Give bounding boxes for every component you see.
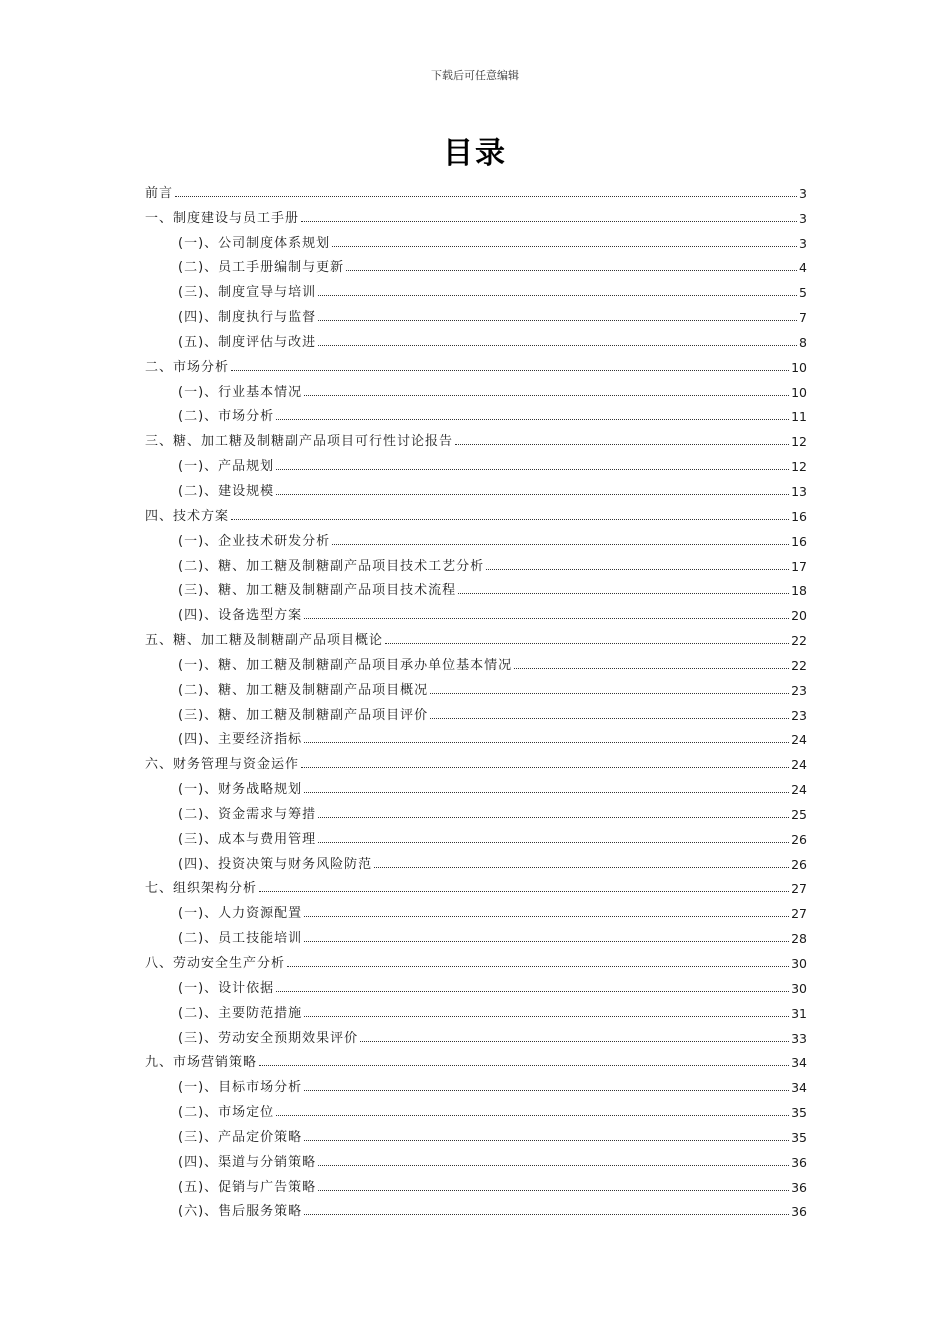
toc-page-number: 10 bbox=[791, 359, 807, 375]
toc-entry-label: (三)、糖、加工糖及制糖副产品项目评价 bbox=[178, 707, 429, 723]
toc-entry-label: (三)、产品定价策略 bbox=[178, 1129, 303, 1145]
toc-dot-leader bbox=[304, 1214, 789, 1215]
toc-subentry[interactable] bbox=[145, 797, 807, 822]
toc-page-number: 36 bbox=[791, 1204, 807, 1220]
toc-subentry[interactable] bbox=[145, 251, 807, 276]
toc-page-number: 33 bbox=[791, 1030, 807, 1046]
header-note: 下载后可任意编辑 bbox=[431, 69, 519, 82]
toc-dot-leader bbox=[276, 469, 789, 470]
toc-entry-label: 一、制度建设与员工手册 bbox=[145, 210, 300, 226]
toc-entry-label: (二)、糖、加工糖及制糖副产品项目概况 bbox=[178, 682, 429, 698]
toc-page-number: 24 bbox=[791, 782, 807, 798]
toc-subentry[interactable] bbox=[145, 574, 807, 599]
toc-entry-label: (四)、主要经济指标 bbox=[178, 732, 303, 748]
toc-entry-label: (四)、投资决策与财务风险防范 bbox=[178, 856, 373, 872]
toc-entry-label: 三、糖、加工糖及制糖副产品项目可行性讨论报告 bbox=[145, 434, 454, 450]
toc-page-number: 36 bbox=[791, 1179, 807, 1195]
toc-entry-label: (三)、成本与费用管理 bbox=[178, 831, 317, 847]
toc-entry-label: (二)、建设规模 bbox=[178, 483, 275, 499]
toc-subentry[interactable] bbox=[145, 275, 807, 300]
toc-dot-leader bbox=[231, 519, 789, 520]
toc-page-number: 27 bbox=[791, 881, 807, 897]
toc-entry[interactable] bbox=[145, 201, 807, 226]
toc-dot-leader bbox=[385, 643, 789, 644]
toc-entry-label: (三)、糖、加工糖及制糖副产品项目技术流程 bbox=[178, 583, 457, 599]
toc-entry-label: 前言 bbox=[145, 185, 174, 201]
toc-subentry[interactable] bbox=[145, 822, 807, 847]
toc-subentry[interactable] bbox=[145, 1120, 807, 1145]
toc-page-number: 3 bbox=[799, 185, 807, 201]
toc-dot-leader bbox=[318, 1165, 789, 1166]
toc-dot-leader bbox=[304, 742, 789, 743]
toc-page-number: 12 bbox=[791, 434, 807, 450]
toc-entry[interactable] bbox=[145, 747, 807, 772]
toc-page-number: 4 bbox=[799, 260, 807, 276]
toc-entry-label: (一)、企业技术研发分析 bbox=[178, 533, 331, 549]
toc-entry[interactable] bbox=[145, 176, 807, 201]
toc-subentry[interactable] bbox=[145, 896, 807, 921]
toc-subentry[interactable] bbox=[145, 698, 807, 723]
toc-entry-label: (三)、劳动安全预期效果评价 bbox=[178, 1030, 359, 1046]
toc-dot-leader bbox=[360, 1041, 789, 1042]
toc-entry-label: 九、市场营销策略 bbox=[145, 1055, 258, 1071]
toc-dot-leader bbox=[486, 569, 789, 570]
toc-subentry[interactable] bbox=[145, 971, 807, 996]
toc-subentry[interactable] bbox=[145, 524, 807, 549]
toc-entry[interactable] bbox=[145, 872, 807, 897]
toc-page-number: 26 bbox=[791, 831, 807, 847]
toc-dot-leader bbox=[259, 891, 789, 892]
toc-dot-leader bbox=[304, 1090, 789, 1091]
toc-dot-leader bbox=[318, 817, 789, 818]
toc-subentry[interactable] bbox=[145, 400, 807, 425]
toc-entry-label: (二)、员工技能培训 bbox=[178, 931, 303, 947]
toc-page-number: 25 bbox=[791, 806, 807, 822]
toc-dot-leader bbox=[346, 270, 797, 271]
toc-dot-leader bbox=[304, 618, 789, 619]
toc-dot-leader bbox=[304, 1140, 789, 1141]
toc-page-number: 26 bbox=[791, 856, 807, 872]
toc-dot-leader bbox=[458, 593, 789, 594]
toc-page-number: 5 bbox=[799, 285, 807, 301]
toc-entry-label: (五)、促销与广告策略 bbox=[178, 1179, 317, 1195]
toc-entry-label: 四、技术方案 bbox=[145, 508, 230, 524]
toc-page-number: 17 bbox=[791, 558, 807, 574]
toc-page-number: 35 bbox=[791, 1105, 807, 1121]
toc-dot-leader bbox=[287, 966, 789, 967]
toc-page-number: 36 bbox=[791, 1154, 807, 1170]
toc-subentry[interactable] bbox=[145, 1095, 807, 1120]
toc-subentry[interactable] bbox=[145, 549, 807, 574]
toc-page-number: 27 bbox=[791, 906, 807, 922]
toc-subentry[interactable] bbox=[145, 921, 807, 946]
toc-subentry[interactable] bbox=[145, 449, 807, 474]
toc-subentry[interactable] bbox=[145, 1145, 807, 1170]
toc-page-number: 3 bbox=[799, 210, 807, 226]
toc-subentry[interactable] bbox=[145, 772, 807, 797]
toc-entry-label: (一)、产品规划 bbox=[178, 459, 275, 475]
toc-page-number: 12 bbox=[791, 459, 807, 475]
toc-dot-leader bbox=[301, 221, 797, 222]
toc-subentry[interactable] bbox=[145, 325, 807, 350]
toc-subentry[interactable] bbox=[145, 673, 807, 698]
toc-entry-label: 五、糖、加工糖及制糖副产品项目概论 bbox=[145, 633, 384, 649]
toc-entry[interactable] bbox=[145, 623, 807, 648]
toc-dot-leader bbox=[276, 991, 789, 992]
toc-subentry[interactable] bbox=[145, 1070, 807, 1095]
toc-entry-label: (一)、目标市场分析 bbox=[178, 1080, 303, 1096]
toc-entry-label: (四)、制度执行与监督 bbox=[178, 310, 317, 326]
toc-page-number: 35 bbox=[791, 1129, 807, 1145]
toc-subentry[interactable] bbox=[145, 598, 807, 623]
toc-dot-leader bbox=[318, 345, 797, 346]
toc-entry-label: (二)、糖、加工糖及制糖副产品项目技术工艺分析 bbox=[178, 558, 485, 574]
toc-entry-label: (一)、糖、加工糖及制糖副产品项目承办单位基本情况 bbox=[178, 657, 513, 673]
toc-page-number: 18 bbox=[791, 583, 807, 599]
toc-dot-leader bbox=[276, 494, 789, 495]
toc-dot-leader bbox=[332, 544, 789, 545]
toc-page-number: 16 bbox=[791, 533, 807, 549]
toc-dot-leader bbox=[318, 1190, 789, 1191]
toc-dot-leader bbox=[259, 1065, 789, 1066]
toc-subentry[interactable] bbox=[145, 996, 807, 1021]
toc-entry-label: (二)、主要防范措施 bbox=[178, 1005, 303, 1021]
toc-entry[interactable] bbox=[145, 424, 807, 449]
toc-page-number: 34 bbox=[791, 1055, 807, 1071]
toc-page-number: 23 bbox=[791, 707, 807, 723]
toc-page-number: 16 bbox=[791, 508, 807, 524]
toc-dot-leader bbox=[304, 395, 789, 396]
toc-entry-label: 八、劳动安全生产分析 bbox=[145, 956, 286, 971]
toc-entry-label: (二)、市场定位 bbox=[178, 1105, 275, 1121]
toc-entry-label: (三)、制度宣导与培训 bbox=[178, 285, 317, 301]
toc-subentry[interactable] bbox=[145, 474, 807, 499]
toc-dot-leader bbox=[304, 792, 789, 793]
toc-page-number: 23 bbox=[791, 682, 807, 698]
toc-page-number: 24 bbox=[791, 757, 807, 773]
toc-page-number: 20 bbox=[791, 608, 807, 624]
toc-subentry[interactable] bbox=[145, 1195, 807, 1220]
toc-entry-label: 七、组织架构分析 bbox=[145, 881, 258, 897]
toc-entry-label: (一)、公司制度体系规划 bbox=[178, 235, 331, 251]
toc-dot-leader bbox=[301, 767, 789, 768]
toc-page-number: 31 bbox=[791, 1005, 807, 1021]
toc-entry-label: (一)、财务战略规划 bbox=[178, 782, 303, 798]
toc-page-number: 28 bbox=[791, 931, 807, 947]
toc-entry-label: 二、市场分析 bbox=[145, 359, 230, 375]
toc-dot-leader bbox=[430, 693, 789, 694]
toc-entry-label: (一)、行业基本情况 bbox=[178, 384, 303, 400]
toc-dot-leader bbox=[318, 295, 797, 296]
toc-entry[interactable] bbox=[145, 499, 807, 524]
toc-dot-leader bbox=[276, 1115, 789, 1116]
toc-entry-label: (二)、员工手册编制与更新 bbox=[178, 260, 345, 276]
toc-entry[interactable] bbox=[145, 946, 807, 971]
toc-dot-leader bbox=[304, 1016, 789, 1017]
toc-dot-leader bbox=[514, 668, 789, 669]
table-of-contents bbox=[145, 176, 807, 1219]
toc-entry-label: (四)、设备选型方案 bbox=[178, 608, 303, 624]
toc-dot-leader bbox=[430, 718, 789, 719]
toc-dot-leader bbox=[374, 867, 789, 868]
toc-entry-label: (六)、售后服务策略 bbox=[178, 1204, 303, 1220]
toc-subentry[interactable] bbox=[145, 723, 807, 748]
toc-subentry[interactable] bbox=[145, 648, 807, 673]
toc-page-number: 30 bbox=[791, 980, 807, 996]
toc-dot-leader bbox=[304, 916, 789, 917]
toc-page-number: 11 bbox=[791, 409, 807, 425]
toc-dot-leader bbox=[304, 941, 789, 942]
toc-entry-label: (五)、制度评估与改进 bbox=[178, 334, 317, 350]
toc-entry-label: (一)、设计依据 bbox=[178, 980, 275, 996]
toc-page-number: 10 bbox=[791, 384, 807, 400]
toc-subentry[interactable] bbox=[145, 375, 807, 400]
toc-entry-label: (四)、渠道与分销策略 bbox=[178, 1154, 317, 1170]
toc-dot-leader bbox=[318, 842, 789, 843]
toc-page-number: 3 bbox=[799, 235, 807, 251]
toc-dot-leader bbox=[455, 444, 789, 445]
toc-page-number: 7 bbox=[799, 310, 807, 326]
toc-subentry[interactable] bbox=[145, 300, 807, 325]
toc-dot-leader bbox=[318, 320, 797, 321]
toc-page-number: 13 bbox=[791, 483, 807, 499]
toc-subentry[interactable] bbox=[145, 1170, 807, 1195]
toc-page-number: 22 bbox=[791, 657, 807, 673]
toc-page-number: 34 bbox=[791, 1080, 807, 1096]
toc-page-number: 30 bbox=[791, 956, 807, 971]
toc-page-number: 24 bbox=[791, 732, 807, 748]
toc-entry-label: (二)、市场分析 bbox=[178, 409, 275, 425]
toc-entry-label: (二)、资金需求与筹措 bbox=[178, 806, 317, 822]
toc-dot-leader bbox=[276, 419, 789, 420]
toc-entry[interactable] bbox=[145, 350, 807, 375]
toc-page-number: 8 bbox=[799, 334, 807, 350]
toc-entry-label: (一)、人力资源配置 bbox=[178, 906, 303, 922]
toc-subentry[interactable] bbox=[145, 1021, 807, 1046]
toc-page-number: 22 bbox=[791, 633, 807, 649]
toc-dot-leader bbox=[332, 246, 797, 247]
toc-dot-leader bbox=[231, 370, 789, 371]
toc-dot-leader bbox=[175, 196, 797, 197]
toc-entry-label: 六、财务管理与资金运作 bbox=[145, 757, 300, 773]
toc-entry[interactable] bbox=[145, 1046, 807, 1071]
toc-title: 目录 bbox=[443, 136, 507, 171]
toc-subentry[interactable] bbox=[145, 226, 807, 251]
toc-subentry[interactable] bbox=[145, 847, 807, 872]
